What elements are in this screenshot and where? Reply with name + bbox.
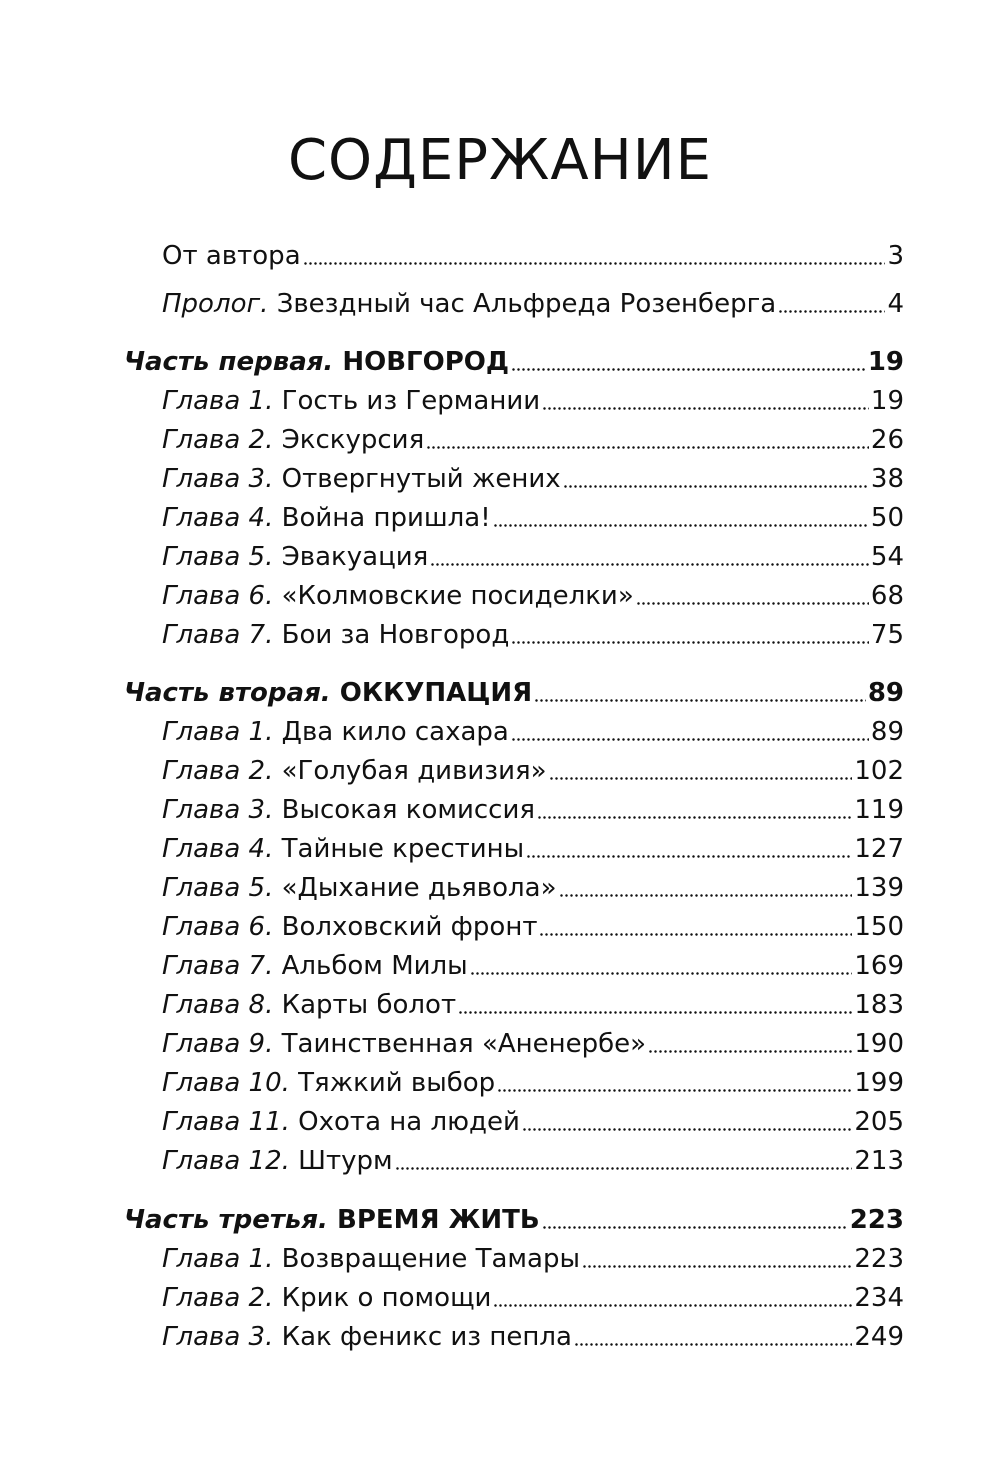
page-number: 75 [870,620,904,650]
page-number: 54 [870,542,904,572]
entry-label: Глава 2. Экскурсия [162,425,425,455]
page-number: 50 [870,503,904,533]
dot-leader [493,524,869,527]
dot-leader [539,933,852,936]
toc-chapter[interactable] [162,1313,904,1353]
entry-label: Глава 4. Война пришла! [162,503,491,533]
dot-leader [493,1304,852,1307]
entry-label: Глава 1. Два кило сахара [162,717,509,747]
page-number: 139 [854,873,904,903]
toc-chapter[interactable] [162,611,904,651]
entry-label: Глава 7. Альбом Милы [162,951,468,981]
entry-label: Глава 12. Штурм [162,1146,393,1176]
toc-entry-prologue[interactable] [162,280,904,320]
toc-chapter[interactable] [162,981,904,1021]
dot-leader [458,1011,852,1014]
page-number: 223 [849,1205,904,1235]
dot-leader [636,602,869,605]
entry-label: Глава 7. Бои за Новгород [162,620,510,650]
toc-entry-from-author[interactable] [162,232,904,272]
page-number: 19 [867,347,904,377]
dot-leader [537,816,852,819]
entry-label: Глава 9. Таинственная «Аненербе» [162,1029,647,1059]
entry-label: Глава 3. Как феникс из пепла [162,1322,572,1352]
page-number: 4 [887,289,904,319]
entry-label: От автора [162,241,301,271]
page-number: 205 [854,1107,904,1137]
entry-label: Глава 5. Эвакуация [162,542,429,572]
toc-part-1[interactable] [124,338,904,378]
part-label: Часть первая. НОВГОРОД [124,347,510,377]
toc-part-3[interactable] [124,1196,904,1236]
toc-chapter[interactable] [162,747,904,787]
entry-label: Глава 3. Отвергнутый жених [162,464,561,494]
toc-chapter[interactable] [162,864,904,904]
part-label: Часть третья. ВРЕМЯ ЖИТЬ [124,1205,540,1235]
toc-chapter[interactable] [162,786,904,826]
entry-label: Глава 5. «Дыхание дьявола» [162,873,557,903]
page-number: 89 [870,717,904,747]
dot-leader [549,777,853,780]
entry-label: Глава 6. «Колмовские посиделки» [162,581,634,611]
dot-leader [511,368,866,371]
toc-chapter[interactable] [162,1020,904,1060]
toc-part-2[interactable] [124,669,904,709]
entry-label: Глава 8. Карты болот [162,990,457,1020]
page-number: 89 [867,678,904,708]
page-number: 249 [854,1322,904,1352]
page-number: 26 [870,425,904,455]
toc-chapter[interactable] [162,1059,904,1099]
toc-chapter[interactable] [162,825,904,865]
page-number: 3 [887,241,904,271]
dot-leader [470,972,853,975]
toc-chapter[interactable] [162,1098,904,1138]
toc-chapter[interactable] [162,1137,904,1177]
toc-chapter[interactable] [162,533,904,573]
dot-leader [511,738,869,741]
dot-leader [303,262,886,265]
dot-leader [430,563,869,566]
page-number: 127 [854,834,904,864]
toc-chapter[interactable] [162,494,904,534]
entry-label: Глава 6. Волховский фронт [162,912,538,942]
dot-leader [563,485,869,488]
dot-leader [648,1050,852,1053]
entry-label: Глава 2. «Голубая дивизия» [162,756,547,786]
entry-label: Пролог. Звездный час Альфреда Розенберга [162,289,777,319]
toc-chapter[interactable] [162,455,904,495]
page-number: 102 [854,756,904,786]
toc-chapter[interactable] [162,708,904,748]
toc-chapter[interactable] [162,377,904,417]
page-number: 190 [854,1029,904,1059]
dot-leader [542,407,869,410]
dot-leader [778,310,885,313]
page-number: 199 [854,1068,904,1098]
page-number: 223 [854,1244,904,1274]
dot-leader [574,1343,852,1346]
dot-leader [542,1226,848,1229]
dot-leader [522,1128,853,1131]
page-number: 19 [870,386,904,416]
dot-leader [426,446,869,449]
dot-leader [534,699,866,702]
toc-chapter[interactable] [162,1235,904,1275]
dot-leader [497,1089,852,1092]
entry-label: Глава 10. Тяжкий выбор [162,1068,496,1098]
page-title: СОДЕРЖАНИЕ [287,128,713,193]
page-number: 38 [870,464,904,494]
entry-label: Глава 1. Гость из Германии [162,386,541,416]
page-number: 213 [854,1146,904,1176]
dot-leader [511,641,869,644]
part-label: Часть вторая. ОККУПАЦИЯ [124,678,533,708]
toc-chapter[interactable] [162,942,904,982]
page-number: 119 [854,795,904,825]
page-number: 150 [854,912,904,942]
toc-chapter[interactable] [162,572,904,612]
entry-label: Глава 11. Охота на людей [162,1107,520,1137]
page-number: 169 [854,951,904,981]
entry-label: Глава 2. Крик о помощи [162,1283,492,1313]
dot-leader [526,855,852,858]
dot-leader [582,1265,852,1268]
entry-label: Глава 1. Возвращение Тамары [162,1244,581,1274]
entry-label: Глава 4. Тайные крестины [162,834,525,864]
toc-chapter[interactable] [162,416,904,456]
entry-label: Глава 3. Высокая комиссия [162,795,536,825]
toc-chapter[interactable] [162,1274,904,1314]
toc-chapter[interactable] [162,903,904,943]
page-number: 234 [854,1283,904,1313]
page-number: 68 [870,581,904,611]
page-number: 183 [854,990,904,1020]
dot-leader [559,894,853,897]
dot-leader [395,1167,853,1170]
